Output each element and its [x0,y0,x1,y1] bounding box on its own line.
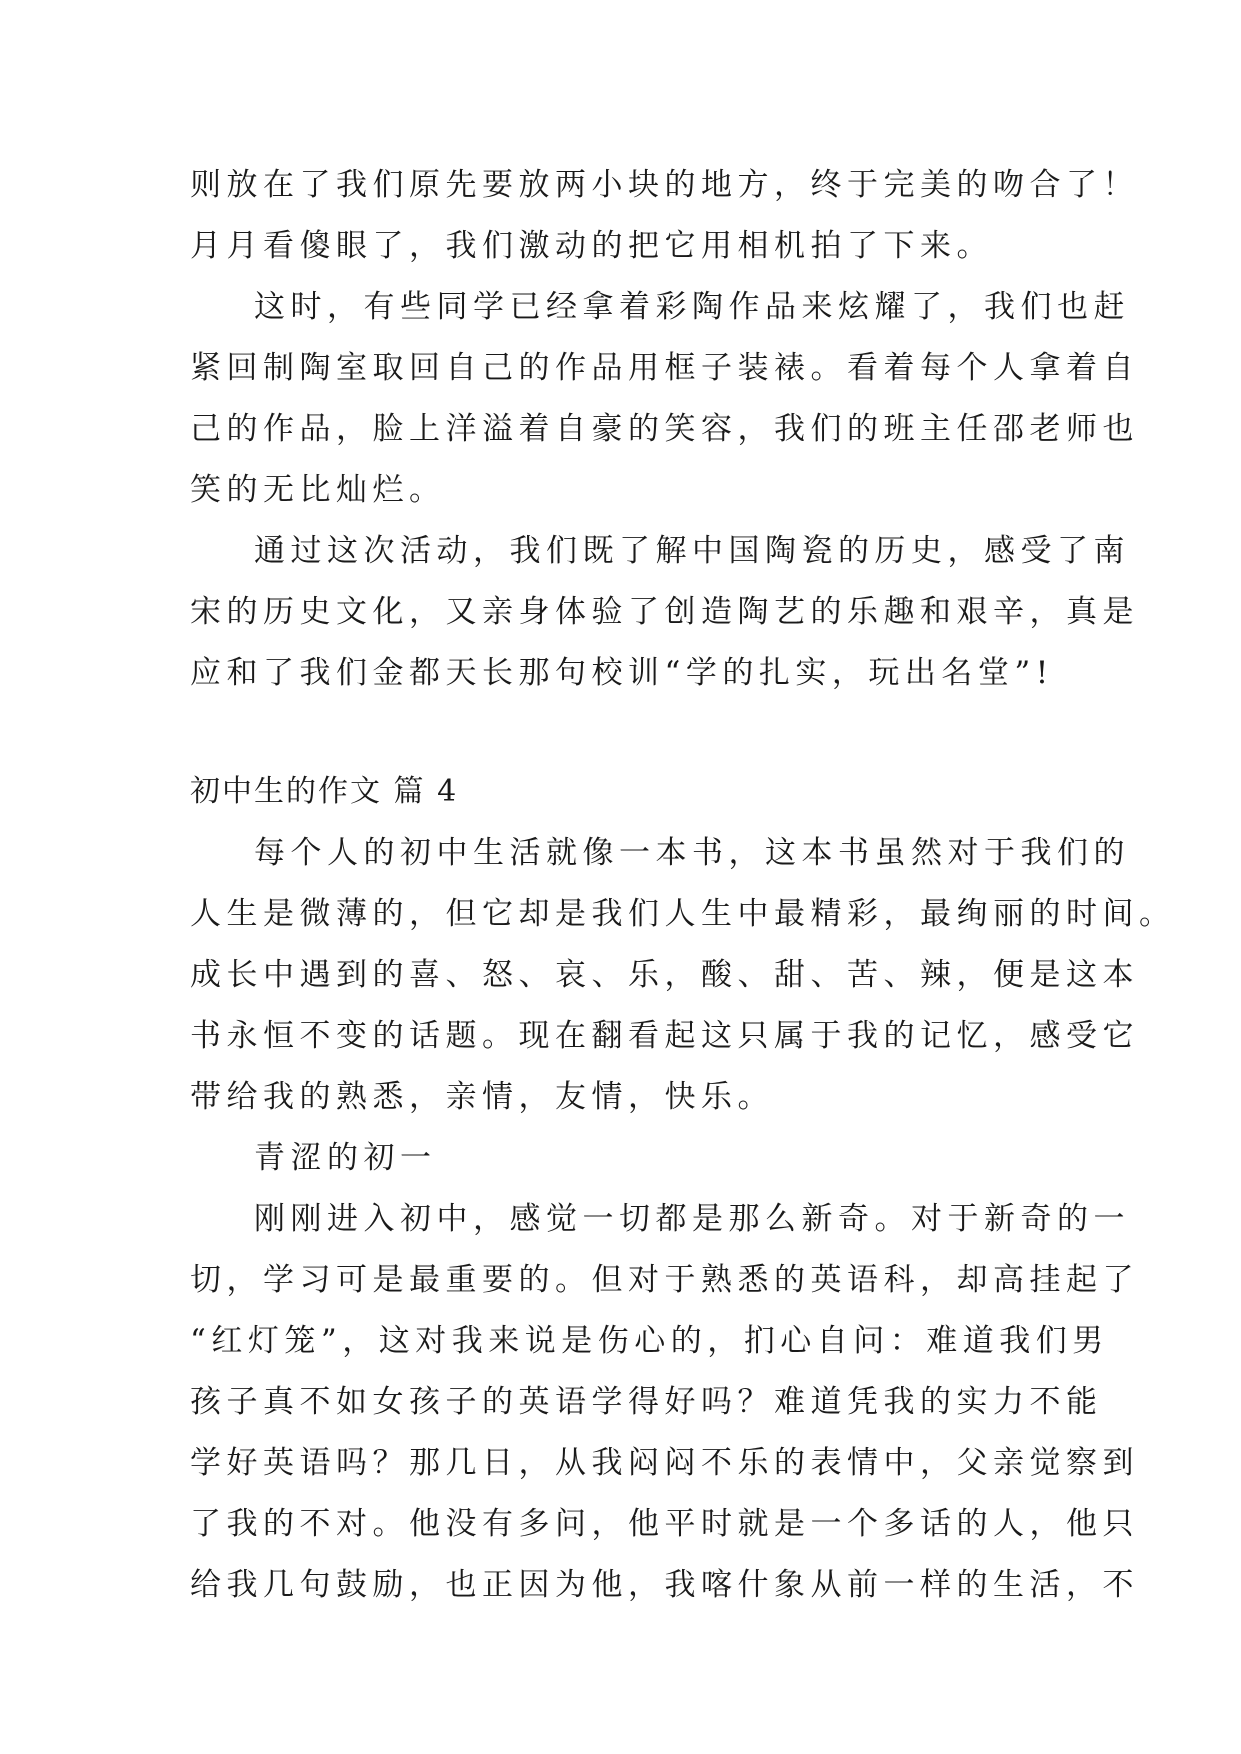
text-line: 人生是微薄的，但它却是我们人生中最精彩，最绚丽的时间。 [190,896,1176,932]
text-line: 笑的无比灿烂。 [190,472,446,508]
text-line: 则放在了我们原先要放两小块的地方，终于完美的吻合了！ [190,167,1139,203]
text-line: 成长中遇到的喜、怒、哀、乐，酸、甜、苦、辣，便是这本 [190,957,1139,993]
text-line: “红灯笼”，这对我来说是伤心的，扪心自问：难道我们男 [190,1323,1109,1359]
text-line: 应和了我们金都天长那句校训“学的扎实，玩出名堂”! [190,655,1054,691]
text-line: 紧回制陶室取回自己的作品用框子装裱。看着每个人拿着自 [190,350,1139,386]
text-line: 刚刚进入初中，感觉一切都是那么新奇。对于新奇的一 [254,1201,1130,1237]
text-line: 月月看傻眼了，我们激动的把它用相机拍了下来。 [190,228,993,264]
text-line: 书永恒不变的话题。现在翻看起这只属于我的记忆，感受它 [190,1018,1139,1054]
text-line: 这时，有些同学已经拿着彩陶作品来炫耀了，我们也赶 [254,289,1130,325]
text-line: 通过这次活动，我们既了解中国陶瓷的历史，感受了南 [254,533,1130,569]
text-line: 学好英语吗？那几日，从我闷闷不乐的表情中，父亲觉察到 [190,1445,1139,1481]
text-line: 了我的不对。他没有多问，他平时就是一个多话的人，他只 [190,1506,1139,1542]
subheading-line: 青涩的初一 [254,1140,437,1176]
section-heading: 初中生的作文 篇 4 [190,774,459,809]
text-line: 每个人的初中生活就像一本书，这本书虽然对于我们的 [254,835,1130,871]
text-line: 宋的历史文化，又亲身体验了创造陶艺的乐趣和艰辛，真是 [190,594,1139,630]
text-line: 带给我的熟悉，亲情，友情，快乐。 [190,1079,774,1115]
text-line: 切，学习可是最重要的。但对于熟悉的英语科，却高挂起了 [190,1262,1139,1298]
text-line: 己的作品，脸上洋溢着自豪的笑容，我们的班主任邵老师也 [190,411,1139,447]
text-line: 孩子真不如女孩子的英语学得好吗？难道凭我的实力不能 [190,1384,1103,1420]
text-line: 给我几句鼓励，也正因为他，我喀什象从前一样的生活，不 [190,1567,1139,1603]
